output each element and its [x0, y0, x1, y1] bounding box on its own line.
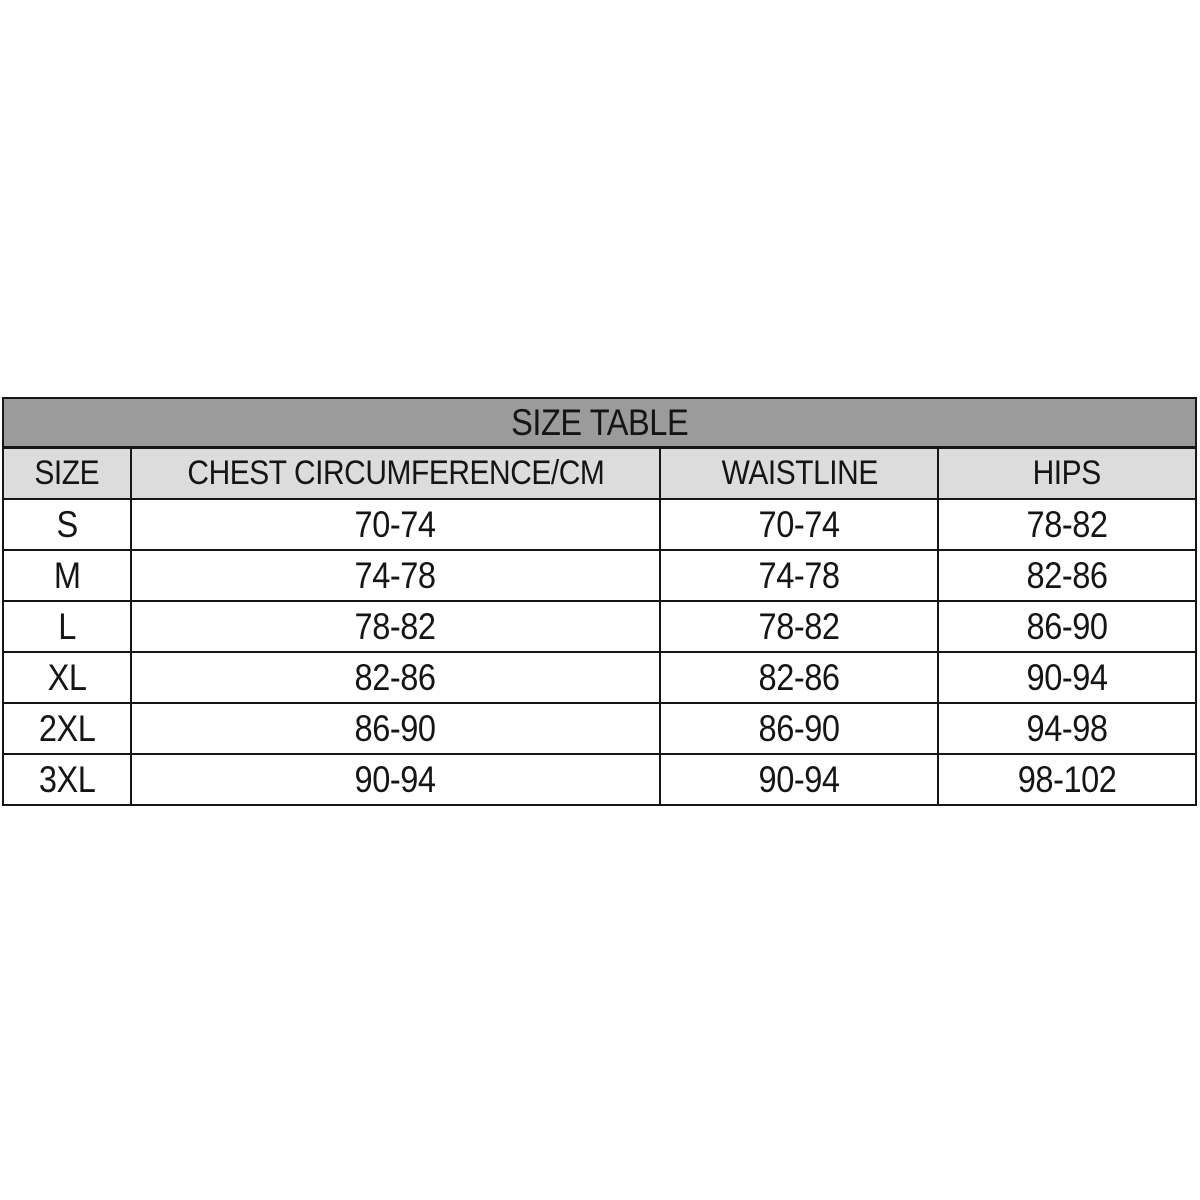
cell-waistline — [660, 703, 938, 754]
table-row-3xl — [3, 754, 1196, 805]
cell-size-text: M — [53, 554, 81, 596]
cell-chest-text: 70-74 — [354, 503, 437, 545]
cell-hips-text: 82-86 — [1026, 554, 1108, 596]
cell-size-text: L — [57, 605, 76, 647]
cell-size — [3, 499, 131, 550]
cell-chest-text: 78-82 — [354, 605, 437, 647]
cell-hips-text: 98-102 — [1017, 758, 1117, 800]
table-row-l — [3, 601, 1196, 652]
column-header-chest — [131, 448, 661, 500]
cell-chest-text: 82-86 — [354, 656, 437, 698]
cell-waistline-text: 78-82 — [758, 605, 840, 647]
cell-chest-text: 90-94 — [354, 758, 437, 800]
size-table-header-row — [3, 448, 1196, 500]
column-header-waistline — [660, 448, 938, 500]
cell-chest — [131, 754, 661, 805]
cell-waistline — [660, 499, 938, 550]
cell-chest — [131, 652, 661, 703]
cell-size — [3, 550, 131, 601]
cell-chest — [131, 550, 661, 601]
cell-waistline — [660, 754, 938, 805]
table-row-xl — [3, 652, 1196, 703]
cell-waistline-text: 90-94 — [758, 758, 840, 800]
cell-chest — [131, 499, 661, 550]
cell-waistline-text: 82-86 — [758, 656, 840, 698]
column-header-waistline-text: WAISTLINE — [721, 454, 878, 492]
cell-size-text: 2XL — [38, 707, 96, 749]
cell-hips — [938, 499, 1196, 550]
cell-hips — [938, 601, 1196, 652]
column-header-size-text: SIZE — [34, 454, 100, 492]
cell-hips — [938, 652, 1196, 703]
cell-waistline-text: 86-90 — [758, 707, 840, 749]
cell-waistline — [660, 550, 938, 601]
cell-waistline-text: 70-74 — [758, 503, 840, 545]
size-table-title-text: SIZE TABLE — [510, 401, 689, 443]
cell-size — [3, 703, 131, 754]
cell-chest — [131, 601, 661, 652]
cell-chest-text: 74-78 — [354, 554, 437, 596]
column-header-hips-text: HIPS — [1033, 454, 1102, 492]
cell-chest-text: 86-90 — [354, 707, 437, 749]
column-header-size — [3, 448, 131, 500]
cell-waistline — [660, 652, 938, 703]
cell-hips-text: 78-82 — [1026, 503, 1108, 545]
cell-hips-text: 90-94 — [1026, 656, 1108, 698]
cell-waistline-text: 74-78 — [758, 554, 840, 596]
cell-size — [3, 601, 131, 652]
cell-size-text: XL — [47, 656, 87, 698]
cell-hips — [938, 550, 1196, 601]
table-row-2xl — [3, 703, 1196, 754]
size-table-title-row — [3, 398, 1196, 448]
cell-hips — [938, 754, 1196, 805]
cell-size-text: S — [56, 503, 78, 545]
size-table-title — [3, 398, 1196, 448]
cell-chest — [131, 703, 661, 754]
table-row-m — [3, 550, 1196, 601]
cell-hips-text: 86-90 — [1026, 605, 1108, 647]
column-header-chest-text: CHEST CIRCUMFERENCE/CM — [186, 454, 604, 492]
cell-size-text: 3XL — [38, 758, 96, 800]
cell-hips-text: 94-98 — [1026, 707, 1108, 749]
column-header-hips — [938, 448, 1196, 500]
cell-size — [3, 652, 131, 703]
cell-hips — [938, 703, 1196, 754]
table-row-s — [3, 499, 1196, 550]
cell-waistline — [660, 601, 938, 652]
cell-size — [3, 754, 131, 805]
size-table — [2, 397, 1197, 806]
